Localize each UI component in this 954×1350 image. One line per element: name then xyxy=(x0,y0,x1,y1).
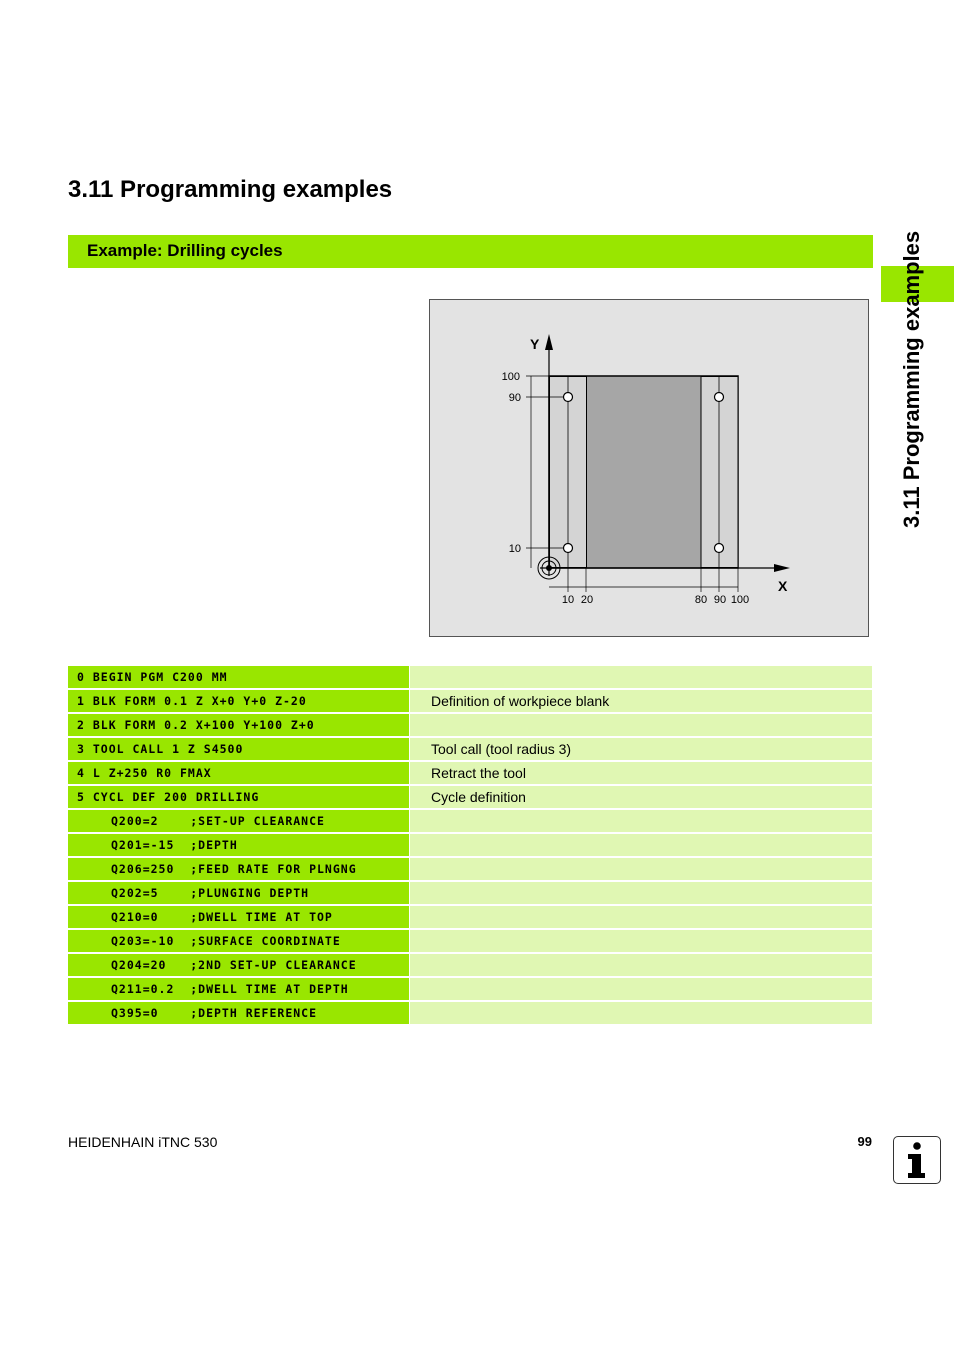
x-label-90: 90 xyxy=(713,594,727,606)
table-row xyxy=(68,954,873,976)
info-icon-glyph xyxy=(894,1137,939,1182)
nc-block xyxy=(68,930,409,952)
x-label-100: 100 xyxy=(730,594,750,606)
x-axis-label: X xyxy=(778,578,788,594)
nc-block xyxy=(68,834,409,856)
nc-block xyxy=(68,906,409,928)
nc-block xyxy=(68,954,409,976)
nc-code: 5 CYCL DEF 200 DRILLING xyxy=(77,790,260,804)
table-row xyxy=(68,690,873,712)
nc-code: Q211=0.2 ;DWELL TIME AT DEPTH xyxy=(111,982,349,996)
table-row xyxy=(68,714,873,736)
table-row xyxy=(68,762,873,784)
nc-code: Q200=2 ;SET-UP CLEARANCE xyxy=(111,814,325,828)
nc-block xyxy=(68,666,409,688)
nc-block xyxy=(68,1002,409,1024)
nc-block xyxy=(68,858,409,880)
nc-code: Q210=0 ;DWELL TIME AT TOP xyxy=(111,910,333,924)
hole-top-right xyxy=(715,393,724,402)
nc-code: Q203=-10 ;SURFACE COORDINATE xyxy=(111,934,341,948)
nc-block xyxy=(68,714,409,736)
nc-block xyxy=(68,978,409,1000)
nc-comment-cell xyxy=(410,930,872,952)
table-row xyxy=(68,858,873,880)
nc-block xyxy=(68,738,409,760)
nc-comment: Retract the tool xyxy=(431,765,526,781)
y-axis-label: Y xyxy=(530,336,540,352)
nc-comment-cell xyxy=(410,690,872,712)
nc-code: Q201=-15 ;DEPTH xyxy=(111,838,238,852)
nc-comment-cell xyxy=(410,714,872,736)
table-row xyxy=(68,738,873,760)
table-row xyxy=(68,810,873,832)
nc-code: Q206=250 ;FEED RATE FOR PLNGNG xyxy=(111,862,357,876)
hole-bottom-left xyxy=(564,544,573,553)
table-row xyxy=(68,786,873,808)
example-heading-bar xyxy=(68,235,873,268)
y-axis-arrow xyxy=(545,334,553,350)
workpiece-right-strip xyxy=(701,377,738,568)
nc-comment-cell xyxy=(410,954,872,976)
nc-code: Q395=0 ;DEPTH REFERENCE xyxy=(111,1006,318,1020)
nc-code: 4 L Z+250 R0 FMAX xyxy=(77,766,212,780)
info-icon xyxy=(893,1136,941,1184)
nc-code: Q202=5 ;PLUNGING DEPTH xyxy=(111,886,310,900)
x-label-80: 80 xyxy=(694,594,708,606)
nc-block xyxy=(68,882,409,904)
example-heading: Example: Drilling cycles xyxy=(87,241,283,260)
nc-block xyxy=(68,690,409,712)
nc-block xyxy=(68,786,409,808)
side-chapter-title xyxy=(896,182,928,528)
table-row xyxy=(68,906,873,928)
nc-comment-cell xyxy=(410,666,872,688)
drilling-drawing xyxy=(430,300,868,636)
nc-comment-cell xyxy=(410,1002,872,1024)
nc-program-table xyxy=(68,666,873,1026)
footer-product: HEIDENHAIN iTNC 530 xyxy=(68,1134,218,1150)
nc-code: 0 BEGIN PGM C200 MM xyxy=(77,670,228,684)
nc-block xyxy=(68,810,409,832)
nc-code: 1 BLK FORM 0.1 Z X+0 Y+0 Z-20 xyxy=(77,694,307,708)
x-label-10: 10 xyxy=(561,594,575,606)
x-label-20: 20 xyxy=(580,594,594,606)
nc-comment-cell xyxy=(410,882,872,904)
side-chapter-title-text: 3.11 Programming examples xyxy=(899,230,924,528)
nc-comment-cell xyxy=(410,834,872,856)
table-row xyxy=(68,666,873,688)
nc-comment-cell xyxy=(410,858,872,880)
table-row xyxy=(68,978,873,1000)
table-row xyxy=(68,1002,873,1024)
hole-bottom-right xyxy=(715,544,724,553)
nc-block xyxy=(68,762,409,784)
table-row xyxy=(68,930,873,952)
nc-code: Q204=20 ;2ND SET-UP CLEARANCE xyxy=(111,958,357,972)
nc-comment-cell xyxy=(410,738,872,760)
nc-comment: Cycle definition xyxy=(431,789,526,805)
nc-comment-cell xyxy=(410,978,872,1000)
nc-comment-cell xyxy=(410,906,872,928)
table-row xyxy=(68,882,873,904)
hole-top-left xyxy=(564,393,573,402)
nc-comment: Definition of workpiece blank xyxy=(431,693,610,709)
nc-comment-cell xyxy=(410,810,872,832)
y-label-100: 100 xyxy=(501,371,520,383)
page-title: 3.11 Programming examples xyxy=(68,176,393,203)
nc-code: 3 TOOL CALL 1 Z S4500 xyxy=(77,742,244,756)
drilling-figure xyxy=(429,299,869,637)
x-axis-arrow xyxy=(774,564,790,572)
nc-comment-cell xyxy=(410,762,872,784)
nc-comment-cell xyxy=(410,786,872,808)
y-label-90: 90 xyxy=(508,392,521,404)
nc-comment: Tool call (tool radius 3) xyxy=(431,741,572,757)
table-row xyxy=(68,834,873,856)
y-label-10: 10 xyxy=(508,543,521,555)
page-number: 99 xyxy=(857,1134,872,1149)
nc-code: 2 BLK FORM 0.2 X+100 Y+100 Z+0 xyxy=(77,718,315,732)
